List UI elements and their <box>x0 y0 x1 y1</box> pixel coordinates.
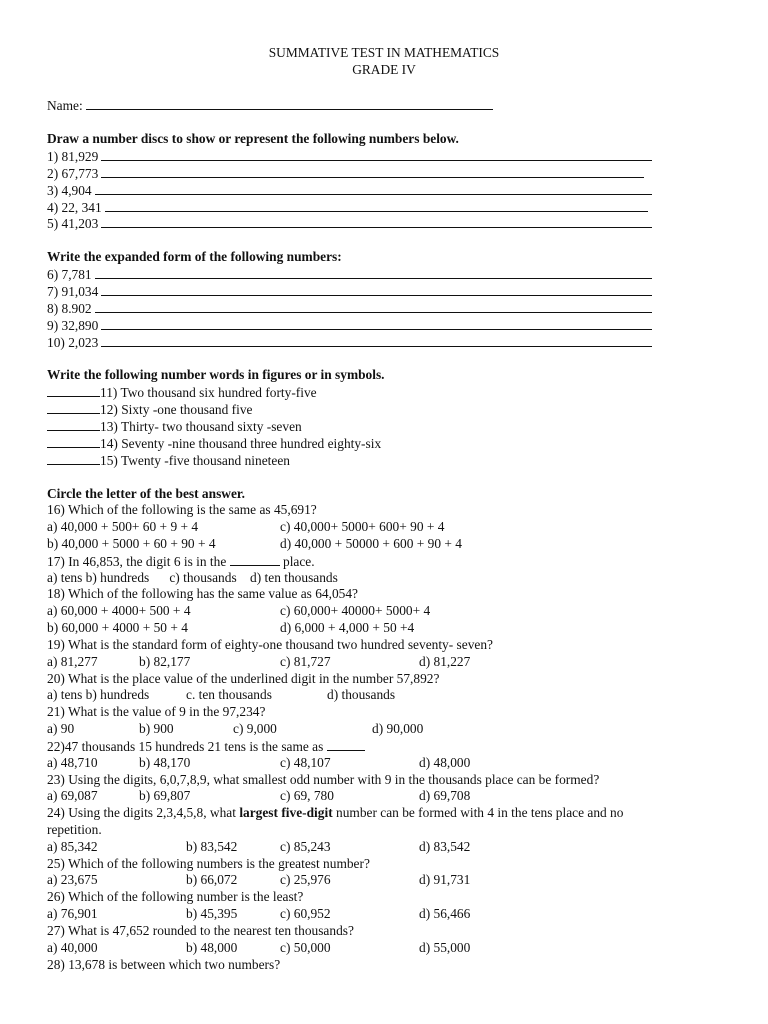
option-25a[interactable]: a) 23,675 <box>47 872 98 887</box>
question-24-emphasis: largest five-digit <box>239 805 333 820</box>
section3-heading: Write the following number words in figures or in symbols. <box>47 367 385 382</box>
answer-line-6: 6) 7,781 <box>47 266 652 284</box>
item-12: 12) Sixty -one thousand five <box>47 401 252 419</box>
option-16d[interactable]: d) 40,000 + 50000 + 600 + 90 + 4 <box>280 536 462 551</box>
option-25c[interactable]: c) 25,976 <box>280 872 331 887</box>
question-17: 17) In 46,853, the digit 6 is in the place. <box>47 554 315 569</box>
option-27b[interactable]: b) 48,000 <box>186 940 238 955</box>
answer-blank[interactable] <box>101 283 652 296</box>
question-27: 27) What is 47,652 rounded to the nearest ten thousands? <box>47 923 354 938</box>
option-21d[interactable]: d) 90,000 <box>372 721 424 736</box>
answer-blank[interactable] <box>95 182 652 195</box>
answer-blank[interactable] <box>47 452 100 465</box>
option-18b[interactable]: b) 60,000 + 4000 + 50 + 4 <box>47 620 188 635</box>
option-25d[interactable]: d) 91,731 <box>419 872 471 887</box>
option-19a[interactable]: a) 81,277 <box>47 654 98 669</box>
answer-line-4: 4) 22, 341 <box>47 199 648 217</box>
section1-heading: Draw a number discs to show or represent the following numbers below. <box>47 131 459 146</box>
answer-blank[interactable] <box>95 266 652 279</box>
option-22c[interactable]: c) 48,107 <box>280 755 331 770</box>
option-20d[interactable]: d) thousands <box>327 687 396 702</box>
question-24-continued: repetition. <box>47 822 102 837</box>
answer-blank[interactable] <box>101 334 652 347</box>
item-11: 11) Two thousand six hundred forty-five <box>47 384 317 402</box>
question-28: 28) 13,678 is between which two numbers? <box>47 957 281 972</box>
option-18c[interactable]: c) 60,000+ 40000+ 5000+ 4 <box>280 603 431 618</box>
option-18d[interactable]: d) 6,000 + 4,000 + 50 +4 <box>280 620 415 635</box>
answer-blank[interactable] <box>101 165 644 178</box>
option-20c[interactable]: c. ten thousands <box>186 687 272 702</box>
answer-line-5: 5) 41,203 <box>47 215 652 233</box>
question-26: 26) Which of the following number is the least? <box>47 889 304 904</box>
option-24c[interactable]: c) 85,243 <box>280 839 331 854</box>
answer-line-7: 7) 91,034 <box>47 283 652 301</box>
answer-blank[interactable] <box>101 148 652 161</box>
question-21: 21) What is the value of 9 in the 97,234? <box>47 704 266 719</box>
option-19b[interactable]: b) 82,177 <box>139 654 191 669</box>
option-16c[interactable]: c) 40,000+ 5000+ 600+ 90 + 4 <box>280 519 445 534</box>
grade-level: GRADE IV <box>352 62 416 77</box>
answer-line-1: 1) 81,929 <box>47 148 652 166</box>
question-22: 22)47 thousands 15 hundreds 21 tens is the same as <box>47 738 365 756</box>
answer-line-9: 9) 32,890 <box>47 317 652 335</box>
answer-blank[interactable] <box>105 199 648 212</box>
option-16a[interactable]: a) 40,000 + 500+ 60 + 9 + 4 <box>47 519 199 534</box>
answer-blank[interactable] <box>47 418 100 431</box>
option-23b[interactable]: b) 69,807 <box>139 788 191 803</box>
section4-heading: Circle the letter of the best answer. <box>47 486 245 501</box>
option-21c[interactable]: c) 9,000 <box>233 721 277 736</box>
option-19c[interactable]: c) 81,727 <box>280 654 331 669</box>
option-20ab[interactable]: a) tens b) hundreds <box>47 687 150 702</box>
option-26c[interactable]: c) 60,952 <box>280 906 331 921</box>
option-16b[interactable]: b) 40,000 + 5000 + 60 + 90 + 4 <box>47 536 216 551</box>
option-23a[interactable]: a) 69,087 <box>47 788 98 803</box>
item-14: 14) Seventy -nine thousand three hundred eighty-six <box>47 435 381 453</box>
options-17[interactable]: a) tens b) hundreds c) thousands d) ten thousands <box>47 570 338 585</box>
answer-blank[interactable] <box>47 401 100 414</box>
option-21b[interactable]: b) 900 <box>139 721 174 736</box>
option-27c[interactable]: c) 50,000 <box>280 940 331 955</box>
option-23c[interactable]: c) 69, 780 <box>280 788 334 803</box>
answer-blank[interactable] <box>95 300 652 313</box>
option-22b[interactable]: b) 48,170 <box>139 755 191 770</box>
answer-blank[interactable] <box>101 317 652 330</box>
option-26b[interactable]: b) 45,395 <box>186 906 238 921</box>
option-26d[interactable]: d) 56,466 <box>419 906 471 921</box>
option-19d[interactable]: d) 81,227 <box>419 654 471 669</box>
option-22a[interactable]: a) 48,710 <box>47 755 98 770</box>
question-16: 16) Which of the following is the same as 45,691? <box>47 502 317 517</box>
answer-blank[interactable] <box>47 435 100 448</box>
section2-heading: Write the expanded form of the following numbers: <box>47 249 342 264</box>
answer-blank[interactable] <box>47 384 100 397</box>
name-field-row <box>47 97 493 115</box>
option-27a[interactable]: a) 40,000 <box>47 940 98 955</box>
option-21a[interactable]: a) 90 <box>47 721 75 736</box>
answer-line-8: 8) 8.902 <box>47 300 652 318</box>
name-blank[interactable] <box>86 97 493 110</box>
name-label: Name: <box>47 98 83 113</box>
question-20: 20) What is the place value of the underlined digit in the number 57,892? <box>47 671 440 686</box>
option-27d[interactable]: d) 55,000 <box>419 940 471 955</box>
option-18a[interactable]: a) 60,000 + 4000+ 500 + 4 <box>47 603 191 618</box>
option-24d[interactable]: d) 83,542 <box>419 839 471 854</box>
option-25b[interactable]: b) 66,072 <box>186 872 238 887</box>
answer-blank[interactable] <box>327 738 365 751</box>
option-26a[interactable]: a) 76,901 <box>47 906 98 921</box>
answer-blank[interactable] <box>230 553 280 566</box>
option-23d[interactable]: d) 69,708 <box>419 788 471 803</box>
answer-line-10: 10) 2,023 <box>47 334 652 352</box>
question-25: 25) Which of the following numbers is the greatest number? <box>47 856 370 871</box>
question-18: 18) Which of the following has the same value as 64,054? <box>47 586 359 601</box>
answer-line-3: 3) 4,904 <box>47 182 652 200</box>
question-23: 23) Using the digits, 6,0,7,8,9, what smallest odd number with 9 in the thousands place can be formed? <box>47 772 600 787</box>
question-24: 24) Using the digits 2,3,4,5,8, what largest five-digit number can be formed with 4 in the tens place and no <box>47 805 624 820</box>
test-title: SUMMATIVE TEST IN MATHEMATICS <box>268 45 500 60</box>
question-19: 19) What is the standard form of eighty-one thousand two hundred seventy- seven? <box>47 637 493 652</box>
option-24a[interactable]: a) 85,342 <box>47 839 98 854</box>
item-13: 13) Thirty- two thousand sixty -seven <box>47 418 302 436</box>
option-24b[interactable]: b) 83,542 <box>186 839 238 854</box>
answer-blank[interactable] <box>101 215 652 228</box>
answer-line-2: 2) 67,773 <box>47 165 644 183</box>
option-22d[interactable]: d) 48,000 <box>419 755 471 770</box>
item-15: 15) Twenty -five thousand nineteen <box>47 452 290 470</box>
